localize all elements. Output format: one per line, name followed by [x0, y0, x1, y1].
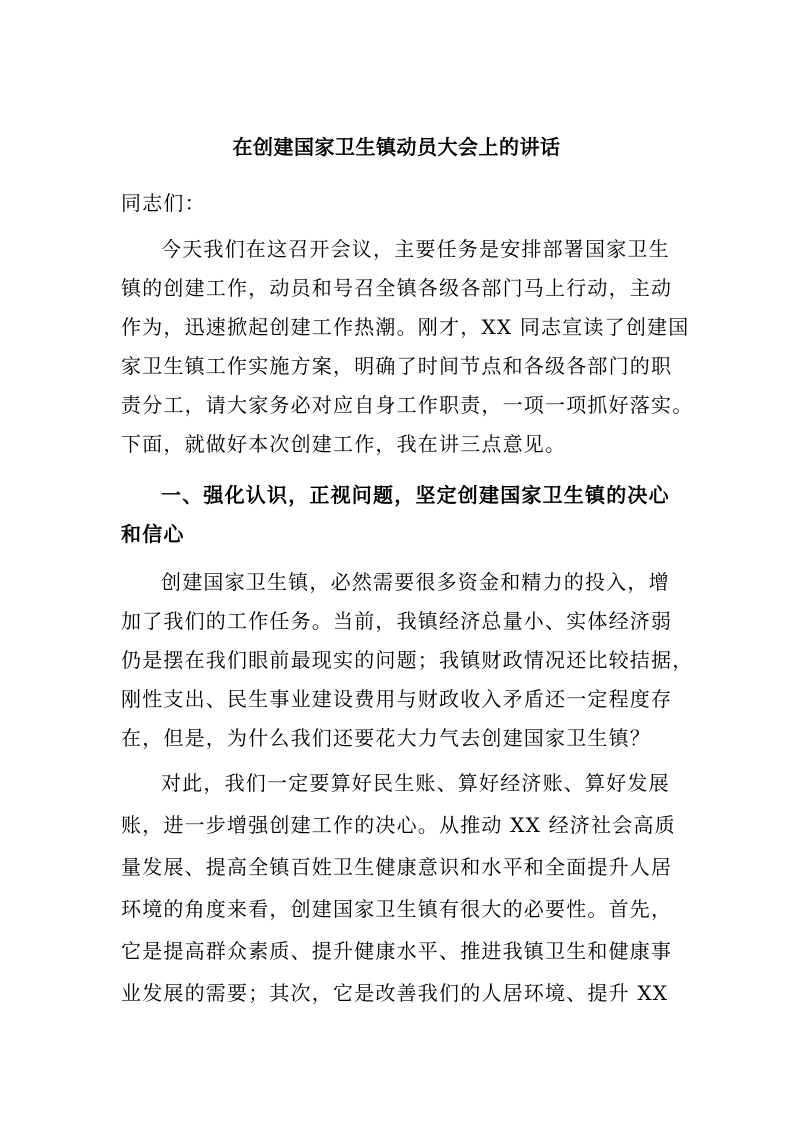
- paragraph-line: 家卫生镇工作实施方案，明确了时间节点和各级各部门的职: [121, 354, 673, 378]
- paragraph-line: 账，进一步增强创建工作的决心。从推动 XX 经济社会高质: [121, 813, 676, 837]
- paragraph-line: 下面，就做好本次创建工作，我在讲三点意见。: [121, 432, 567, 456]
- paragraph-line: 业发展的需要；其次，它是改善我们的人居环境、提升 XX: [121, 981, 669, 1005]
- salutation: 同志们：: [121, 191, 206, 215]
- paragraph-line: 今天我们在这召开会议，主要任务是安排部署国家卫生: [161, 237, 670, 261]
- paragraph-line: 加了我们的工作任务。当前，我镇经济总量小、实体经济弱: [121, 609, 673, 633]
- paragraph-line: 作为，迅速掀起创建工作热潮。刚才，XX 同志宣读了创建国: [121, 315, 690, 339]
- paragraph-line: 刚性支出、民生事业建设费用与财政收入矛盾还一定程度存: [121, 687, 673, 711]
- paragraph-line: 在，但是，为什么我们还要花大力气去创建国家卫生镇？: [121, 726, 651, 750]
- section-heading-continued: 和信心: [121, 522, 185, 546]
- page-title: 在创建国家卫生镇动员大会上的讲话: [232, 135, 561, 159]
- paragraph-line: 量发展、提高全镇百姓卫生健康意识和水平和全面提升人居: [121, 855, 673, 879]
- paragraph-line: 环境的角度来看，创建国家卫生镇有很大的必要性。首先，: [121, 897, 673, 921]
- paragraph-line: 它是提高群众素质、提升健康水平、推进我镇卫生和健康事: [121, 939, 673, 963]
- paragraph-line: 镇的创建工作，动员和号召全镇各级各部门马上行动，主动: [121, 276, 673, 300]
- paragraph-line: 仍是摆在我们眼前最现实的问题；我镇财政情况还比较拮据，: [121, 648, 694, 672]
- section-heading: 一、强化认识，正视问题，坚定创建国家卫生镇的决心: [161, 483, 670, 507]
- paragraph-line: 对此，我们一定要算好民生账、算好经济账、算好发展: [161, 771, 670, 795]
- paragraph-line: 创建国家卫生镇，必然需要很多资金和精力的投入，增: [161, 570, 670, 594]
- paragraph-line: 责分工，请大家务必对应自身工作职责，一项一项抓好落实。: [121, 393, 694, 417]
